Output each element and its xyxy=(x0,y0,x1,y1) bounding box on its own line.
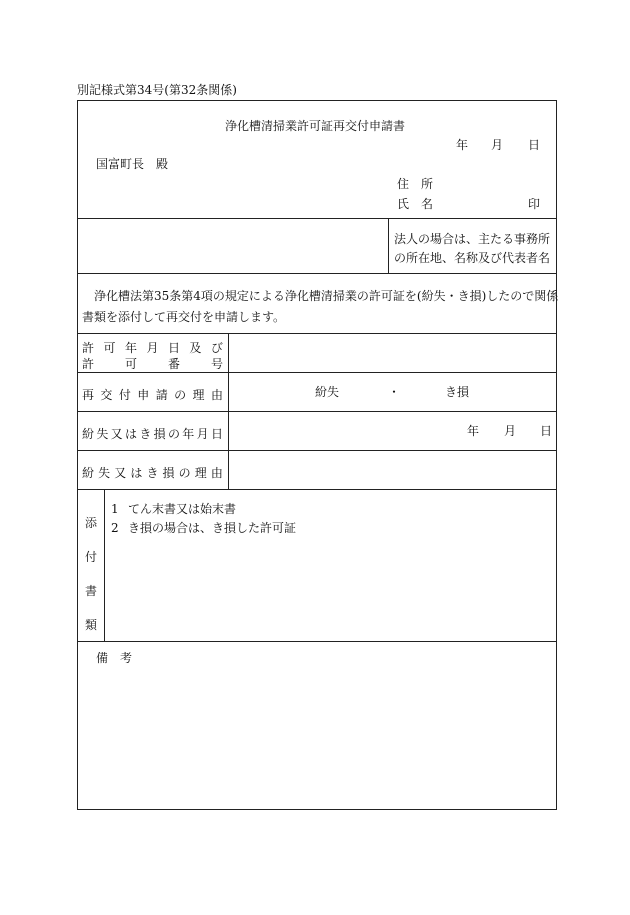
seal-label: 印 xyxy=(528,197,541,211)
date-year-label: 年 xyxy=(456,138,469,152)
loss-year-label: 年 xyxy=(467,424,480,438)
corporate-note-line2: の所在地、名称及び代表者名 xyxy=(394,251,551,265)
loss-reason-label-char: 又 xyxy=(114,466,127,480)
loss-date-label-char: き xyxy=(139,427,152,441)
reason-label-char: 付 xyxy=(118,388,131,402)
attachment-item1-text: てん末書又は始末書 xyxy=(128,502,237,516)
statement-line2: 書類を添付して再交付を申請します。 xyxy=(82,310,286,324)
reason-lost: 紛失 xyxy=(315,385,340,399)
divider-statement xyxy=(77,333,557,334)
permit-date-label-char: 可 xyxy=(103,341,116,355)
loss-reason-label-char: 理 xyxy=(194,466,207,480)
divider-corporate-note xyxy=(388,218,389,273)
divider-attachment-label xyxy=(104,489,105,641)
reason-label-char: 再 xyxy=(82,388,95,402)
reason-label-char: 交 xyxy=(100,388,113,402)
loss-reason-label-char: 失 xyxy=(98,466,111,480)
reason-label xyxy=(82,386,223,403)
divider-loss-reason xyxy=(77,489,557,490)
permit-date-label-char: 許 xyxy=(82,341,95,355)
permit-number-label-char: 番 xyxy=(167,357,180,371)
divider-reason xyxy=(77,411,557,412)
divider-loss-date xyxy=(77,450,557,451)
statement-line1: 浄化槽法第35条第4項の規定による浄化槽清掃業の許可証を(紛失・き損)したので関係 xyxy=(94,289,559,303)
permit-number-label xyxy=(82,355,223,372)
loss-date-label-char: 損 xyxy=(153,427,166,441)
date-day-label: 日 xyxy=(528,138,541,152)
attachments-label-char: 書 xyxy=(84,584,97,598)
permit-date-label-char: 月 xyxy=(146,341,159,355)
attachments-label-char: 類 xyxy=(84,618,97,632)
loss-date-label-char: 年 xyxy=(182,427,195,441)
form-title: 浄化槽清掃業許可証再交付申請書 xyxy=(224,119,405,133)
attachment-item2-number: 2 xyxy=(111,521,119,535)
remarks-label: 備 考 xyxy=(96,651,133,665)
attachments-label xyxy=(84,517,98,653)
permit-date-label-char: 日 xyxy=(167,341,180,355)
address-label: 住 所 xyxy=(397,177,434,191)
attachments-label-char: 付 xyxy=(84,550,97,564)
loss-date-label-char: の xyxy=(167,427,180,441)
loss-date-label-char: は xyxy=(124,427,137,441)
date-month-label: 月 xyxy=(491,138,504,152)
reason-separator: ・ xyxy=(388,385,401,399)
divider-permit xyxy=(77,372,557,373)
loss-month-label: 月 xyxy=(504,424,517,438)
permit-number-label-char: 号 xyxy=(210,357,223,371)
corporate-note-line1: 法人の場合は、主たる事務所 xyxy=(394,232,551,246)
permit-number-label-char: 可 xyxy=(124,357,137,371)
permit-date-label-char: 及 xyxy=(189,341,202,355)
loss-date-label-char: 月 xyxy=(196,427,209,441)
loss-date-label-char: 日 xyxy=(210,427,223,441)
reason-label-char: 由 xyxy=(210,388,223,402)
permit-number-label-char: 許 xyxy=(82,357,95,371)
loss-reason-label-char: 由 xyxy=(210,466,223,480)
attachment-item1-number: 1 xyxy=(111,502,119,516)
reason-damaged: き損 xyxy=(445,385,470,399)
attachments-label-char: 添 xyxy=(84,516,97,530)
permit-date-label xyxy=(82,339,223,356)
reason-label-char: 請 xyxy=(155,388,168,402)
form-frame xyxy=(77,100,557,810)
loss-reason-label-char: き xyxy=(146,466,159,480)
loss-date-label-char: 紛 xyxy=(82,427,95,441)
divider-corporate xyxy=(77,273,557,274)
permit-date-label-char: び xyxy=(210,341,223,355)
loss-date-label-char: 失 xyxy=(96,427,109,441)
loss-date-label xyxy=(82,425,223,442)
loss-reason-label-char: は xyxy=(130,466,143,480)
divider-label-column xyxy=(228,333,229,489)
permit-date-label-char: 年 xyxy=(124,341,137,355)
attachment-item2-text: き損の場合は、き損した許可証 xyxy=(128,521,297,535)
loss-reason-label-char: 損 xyxy=(162,466,175,480)
reason-label-char: 申 xyxy=(137,388,150,402)
divider-applicant xyxy=(77,218,557,219)
divider-attachments xyxy=(77,641,557,642)
name-label: 氏 名 xyxy=(397,197,434,211)
loss-reason-label-char: の xyxy=(178,466,191,480)
form-number-note: 別記様式第34号(第32条関係) xyxy=(77,83,237,97)
reason-label-char: の xyxy=(174,388,187,402)
loss-reason-label-char: 紛 xyxy=(82,466,95,480)
loss-day-label: 日 xyxy=(540,424,553,438)
loss-date-label-char: 又 xyxy=(110,427,123,441)
reason-label-char: 理 xyxy=(192,388,205,402)
addressee: 国富町長 殿 xyxy=(96,157,169,171)
loss-reason-label xyxy=(82,464,223,481)
